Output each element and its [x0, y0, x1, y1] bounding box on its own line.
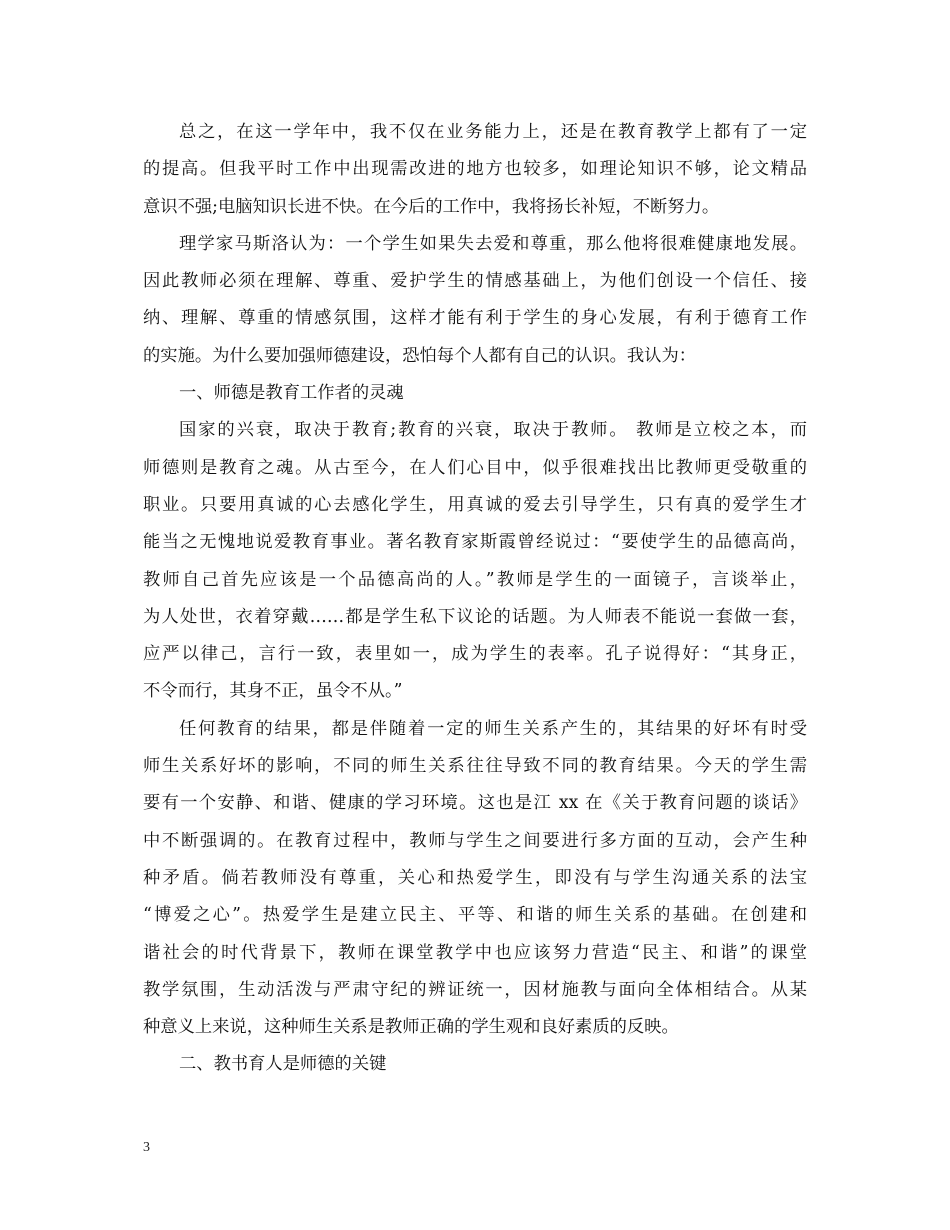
text-line: 二、教书育人是师德的关键	[179, 1054, 387, 1075]
text-line: “博爱之心”。热爱学生是建立民主、平等、和谐的师生关系的基础。在创建和	[143, 905, 807, 926]
page-number: 3	[143, 1140, 150, 1155]
text-line: 种意义上来说，这种师生关系是教师正确的学生观和良好素质的反映。	[143, 1017, 679, 1038]
paragraph-summary	[143, 114, 807, 226]
text-line: 教学氛围，生动活泼与严肃守纪的辨证统一，因材施教与面向全体相结合。从某	[143, 979, 807, 1000]
text-line: 教师自己首先应该是一个品德高尚的人。”教师是学生的一面镜子，言谈举止，	[143, 569, 807, 590]
text-line: 理学家马斯洛认为：一个学生如果失去爱和尊重，那么他将很难健康地发展。	[179, 233, 807, 254]
text-line: 要有一个安静、和谐、健康的学习环境。这也是江 xx 在《关于教育问题的谈话》	[143, 793, 807, 814]
heading-section-two	[143, 1046, 807, 1083]
text-line: 为人处世，衣着穿戴……都是学生私下议论的话题。为人师表不能说一套做一套，	[143, 606, 807, 627]
text-line: 纳、理解、尊重的情感氛围，这样才能有利于学生的身心发展，有利于德育工作	[143, 308, 807, 329]
text-line: 谐社会的时代背景下，教师在课堂教学中也应该努力营造“民主、和谐”的课堂	[143, 942, 807, 963]
text-line: 师德则是教育之魂。从古至今，在人们心目中，似乎很难找出比教师更受敬重的	[143, 457, 807, 478]
text-line: 中不断强调的。在教育过程中，教师与学生之间要进行多方面的互动，会产生种	[143, 830, 807, 851]
text-line: 因此教师必须在理解、尊重、爱护学生的情感基础上，为他们创设一个信任、接	[143, 271, 807, 292]
text-line: 任何教育的结果，都是伴随着一定的师生关系产生的，其结果的好坏有时受	[179, 718, 807, 739]
text-line: 不令而行，其身不正，虽令不从。”	[143, 681, 403, 702]
text-line: 种矛盾。倘若教师没有尊重，关心和热爱学生，即没有与学生沟通关系的法宝	[143, 867, 807, 888]
text-line: 职业。只要用真诚的心去感化学生，用真诚的爱去引导学生，只有真的爱学生才	[143, 494, 807, 515]
text-line: 总之，在这一学年中，我不仅在业务能力上，还是在教育教学上都有了一定	[179, 122, 807, 142]
paragraph-nation	[143, 412, 807, 710]
text-line: 能当之无愧地说爱教育事业。著名教育家斯霞曾经说过：“要使学生的品德高尚，	[143, 532, 807, 553]
heading-section-one	[143, 375, 807, 412]
paragraph-maslow	[143, 226, 807, 375]
paragraph-relationship	[143, 711, 807, 1047]
document-body	[143, 114, 807, 1084]
text-line: 的提高。但我平时工作中出现需改进的地方也较多，如理论知识不够，论文精品	[143, 159, 807, 180]
text-line: 一、师德是教育工作者的灵魂	[179, 383, 404, 404]
text-line: 应严以律己，言行一致，表里如一，成为学生的表率。孔子说得好：“其身正，	[143, 644, 807, 665]
text-line: 师生关系好坏的影响，不同的师生关系往往导致不同的教育结果。今天的学生需	[143, 756, 807, 777]
text-line: 国家的兴衰，取决于教育;教育的兴衰，取决于教师。 教师是立校之本，而	[179, 420, 807, 441]
text-line: 意识不强;电脑知识长进不快。在今后的工作中，我将扬长补短，不断努力。	[143, 196, 720, 217]
text-line: 的实施。为什么要加强师德建设，恐怕每个人都有自己的认识。我认为：	[143, 345, 697, 366]
